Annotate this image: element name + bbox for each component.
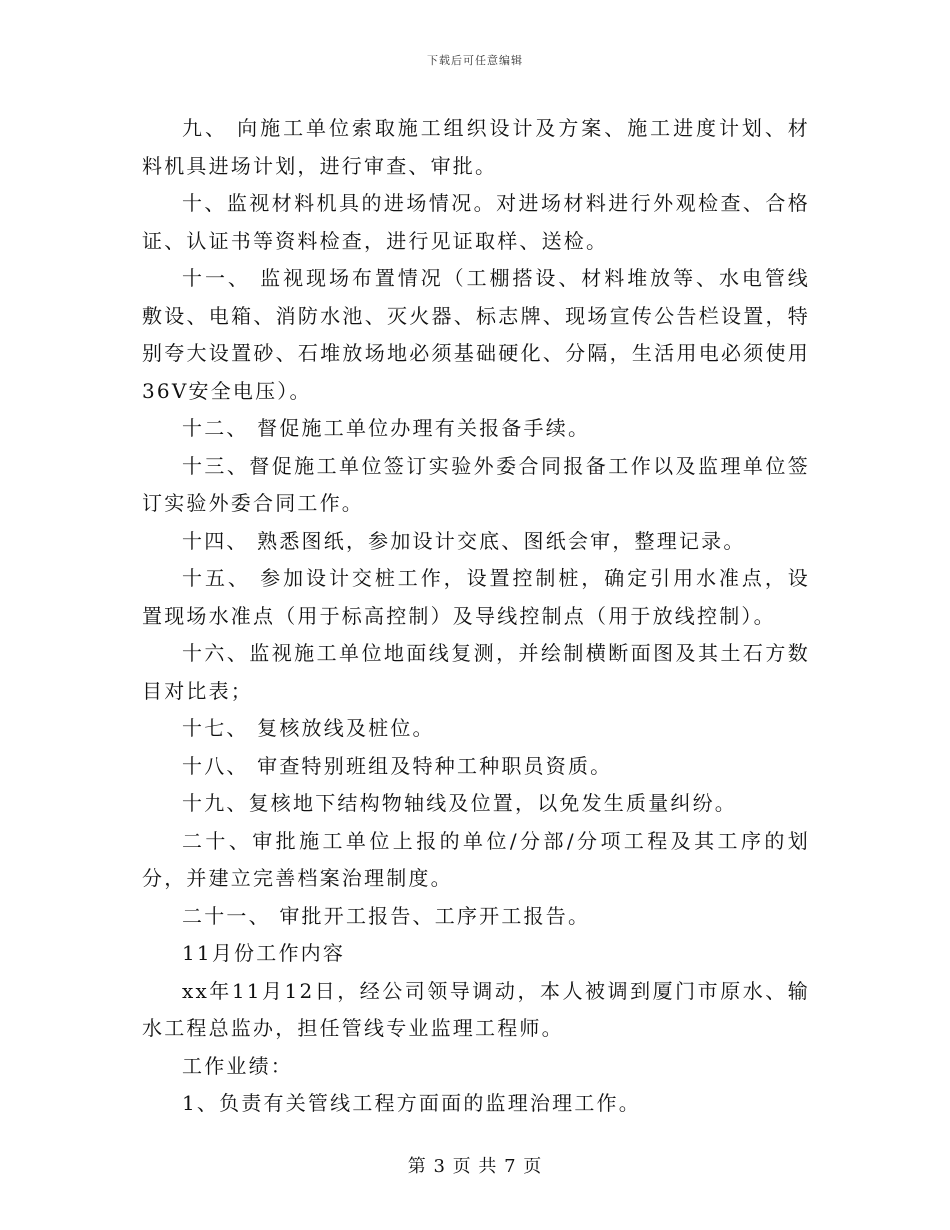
document-body — [142, 110, 810, 1123]
paragraph: 十六、监视施工单位地面线复测，并绘制横断面图及其土石方数目对比表； — [142, 641, 810, 703]
page-number — [0, 1152, 950, 1178]
page-number-label: 第 3 页 共 7 页 — [407, 1156, 543, 1177]
paragraph: 十八、 审查特别班组及特种工种职员资质。 — [182, 753, 613, 778]
paragraph: 十一、 监视现场布置情况（工棚搭设、材料堆放等、水电管线敷设、电箱、消防水池、灭火器、标志牌、现场宣传公告栏设置，特别夸大设置砂、石堆放场地必须基础硬化、分隔，生活用电必须使用36V安全电压）。 — [142, 266, 810, 403]
paragraph: xx年11月12日，经公司领导调动，本人被调到厦门市原水、输水工程总监办，担任管线专业监理工程师。 — [142, 978, 810, 1040]
paragraph: 十九、复核地下结构物轴线及位置，以免发生质量纠纷。 — [182, 791, 737, 815]
paragraph: 二十、审批施工单位上报的单位/分部/分项工程及其工序的划分，并建立完善档案治理制度。 — [142, 828, 810, 890]
section-heading: 工作业绩： — [182, 1053, 293, 1078]
paragraph: 十、监视材料机具的进场情况。对进场材料进行外观检查、合格证、认证书等资料检查，进行见证取样、送检。 — [142, 191, 810, 253]
paragraph: 十七、 复核放线及桩位。 — [182, 716, 435, 740]
section-heading: 11月份工作内容 — [182, 941, 346, 965]
paragraph: 十二、 督促施工单位办理有关报备手续。 — [182, 416, 591, 440]
paragraph: 十三、督促施工单位签订实验外委合同报备工作以及监理单位签订实验外委合同工作。 — [142, 453, 810, 515]
paragraph: 十四、 熟悉图纸，参加设计交底、图纸会审，整理记录。 — [182, 528, 746, 553]
page-header-note: 下载后可任意编辑 — [427, 54, 523, 67]
paragraph: 1、负责有关管线工程方面面的监理治理工作。 — [182, 1091, 641, 1115]
paragraph: 九、 向施工单位索取施工组织设计及方案、施工进度计划、材料机具进场计划，进行审查、审批。 — [142, 116, 810, 178]
paragraph: 十五、 参加设计交桩工作，设置控制桩，确定引用水准点，设置现场水准点（用于标高控制）及导线控制点（用于放线控制）。 — [142, 566, 810, 628]
paragraph: 二十一、 审批开工报告、工序开工报告。 — [182, 903, 591, 928]
